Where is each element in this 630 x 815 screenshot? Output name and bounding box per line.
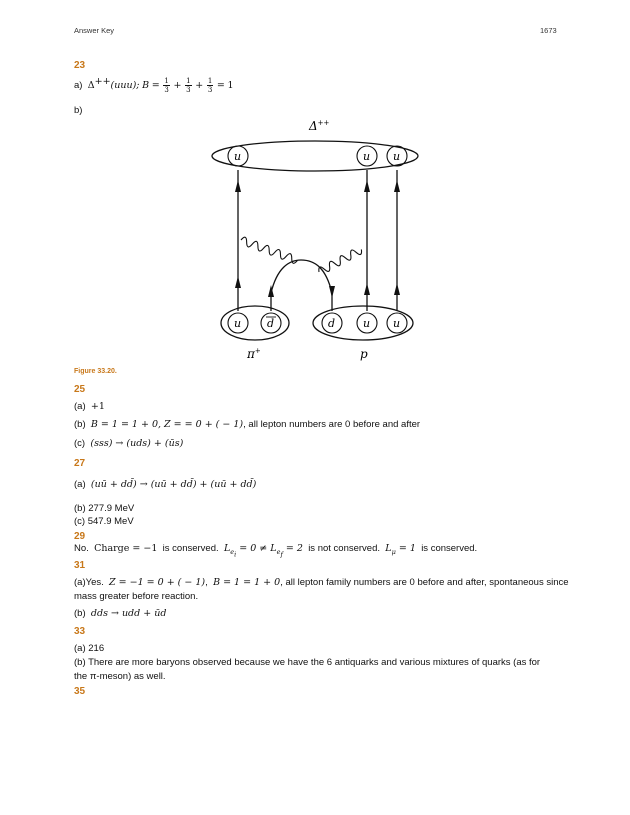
answer-33a: (a) 216 <box>74 643 105 654</box>
plus-sign: + <box>173 80 182 92</box>
page-number: 1673 <box>540 26 557 35</box>
answer-29-le: $L_{e_i} = 0 \ne L_{e_f} = 2$ <box>223 543 303 559</box>
pion-ellipse <box>221 306 289 340</box>
frac-num: 1 <box>186 77 191 85</box>
answer-25b-label: (b) <box>74 419 86 430</box>
answer-31a-charge: Z = −1 = 0 + ( − 1) <box>109 577 206 588</box>
answer-31a-cont: mass greater before reaction. <box>74 591 199 602</box>
arrow-icon <box>394 180 400 192</box>
proton-label: p <box>360 347 368 361</box>
running-header-left: Answer Key <box>74 26 115 35</box>
delta-label: Δ++ <box>309 119 330 133</box>
problem-number-25: 25 <box>74 384 86 395</box>
answer-29-t3: is not conserved. <box>308 543 381 554</box>
frac-den: 3 <box>164 86 169 94</box>
quark-top-1: u <box>234 150 242 163</box>
answer-31b <box>74 607 166 620</box>
problem-number-29: 29 <box>74 531 86 542</box>
arrow-icon <box>235 180 241 192</box>
answer-25c-label: (c) <box>74 438 86 449</box>
answer-29-charge: Charge = −1 <box>94 543 158 554</box>
frac-den: 3 <box>186 86 191 94</box>
answer-23a-label: a) <box>74 80 83 92</box>
equals-sign: = <box>216 80 225 92</box>
pion-label: π+ <box>247 347 261 361</box>
plus-sign: + <box>195 80 204 92</box>
delta-quarks: (uuu); <box>110 80 140 92</box>
arrow-icon <box>329 286 335 298</box>
frac-den: 3 <box>207 86 213 94</box>
delta-symbol: Δ <box>87 80 95 92</box>
equals-sign: = <box>151 80 160 92</box>
answer-33b: (b) There are more baryons observed because we have the 6 antiquarks and various mixtures of quarks (as for the π-meson) as well. <box>74 657 541 682</box>
problem-number-23: 23 <box>74 60 86 71</box>
answer-25c <box>74 437 183 450</box>
figure-caption: Figure 33.20. <box>74 368 117 375</box>
quark-pion-u: u <box>234 317 242 330</box>
quark-top-3: u <box>393 150 401 163</box>
answer-27b: (b) 277.9 MeV <box>74 503 135 514</box>
gluon-right <box>317 246 363 276</box>
answer-31a-yes: (a)Yes. <box>74 577 104 588</box>
fraction-one-third-2 <box>185 77 191 94</box>
answer-25a-label: (a) <box>74 401 86 412</box>
answer-27a-label: (a) <box>74 479 86 490</box>
arrow-icon <box>364 283 370 295</box>
answer-27a-math: (uū + dd̄) → (uū + dd̄) + (uū + dd̄) <box>90 479 257 490</box>
answer-25b-text: , all lepton numbers are 0 before and after <box>243 419 421 430</box>
answer-29-t4: is conserved. <box>421 543 478 554</box>
answer-29-lmu: $L_\mu = 1$ <box>385 543 416 556</box>
answer-31b-math: dds → udd + ūd <box>90 608 167 619</box>
quark-proton-u1: u <box>363 317 371 330</box>
arrow-icon <box>235 276 241 288</box>
quark-flow-diagram <box>205 118 430 366</box>
problem-number-35: 35 <box>74 686 86 697</box>
answer-25c-math: (sss) → (uds) + (ūs) <box>90 438 184 449</box>
answer-29-t2: is conserved. <box>162 543 219 554</box>
answer-31a <box>74 576 569 589</box>
arrow-icon <box>394 283 400 295</box>
answer-29-t1: No. <box>74 543 89 554</box>
problem-number-33: 33 <box>74 626 86 637</box>
answer-25b <box>74 418 420 431</box>
comma: , <box>205 577 208 588</box>
delta-charge: ++ <box>94 75 111 87</box>
answer-25b-math: B = 1 = 1 + 0, Z = = 0 + ( − 1) <box>90 419 244 430</box>
quark-pion-dbar: d <box>267 317 275 330</box>
answer-29 <box>74 542 478 559</box>
answer-27a <box>74 478 256 491</box>
answer-23a <box>74 77 234 94</box>
problem-number-31: 31 <box>74 560 86 571</box>
quark-proton-d: d <box>328 317 336 330</box>
problem-number-27: 27 <box>74 458 86 469</box>
fraction-one-third-1 <box>163 77 169 94</box>
answer-23b-label: b) <box>74 105 83 116</box>
fraction-one-third-3 <box>207 77 213 94</box>
baryon-result: 1 <box>227 80 234 92</box>
quark-proton-u2: u <box>393 317 401 330</box>
answer-25a-value: +1 <box>90 401 105 412</box>
answer-25a <box>74 400 105 413</box>
answer-31a-baryon: B = 1 = 1 + 0 <box>213 577 281 588</box>
arrow-icon <box>364 180 370 192</box>
answer-27c: (c) 547.9 MeV <box>74 516 134 527</box>
gluon-left <box>240 236 299 264</box>
frac-num: 1 <box>207 77 213 85</box>
baryon-number-symbol: B <box>142 80 150 92</box>
answer-31b-label: (b) <box>74 608 86 619</box>
frac-num: 1 <box>164 77 169 85</box>
answer-31a-text: , all lepton family numbers are 0 before and after, spontaneous since <box>280 577 569 588</box>
quark-top-2: u <box>363 150 371 163</box>
